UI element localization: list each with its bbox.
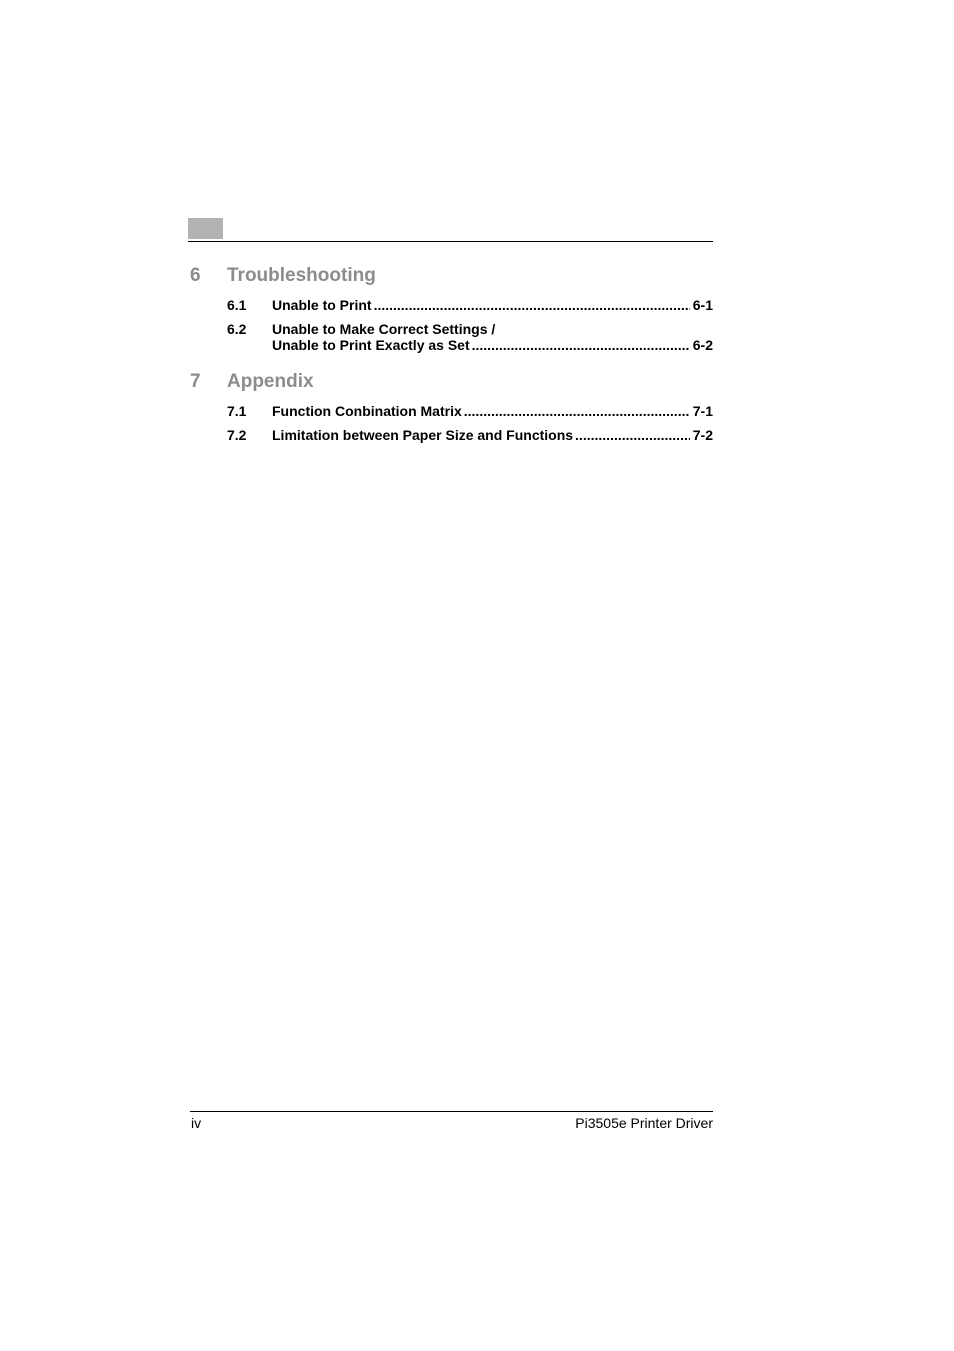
entry-number: 6.2 bbox=[227, 321, 247, 337]
entry-title: Unable to Print Exactly as Set bbox=[272, 337, 470, 353]
entry-title-line1: Unable to Make Correct Settings / bbox=[272, 321, 496, 337]
entry-page: 6-1 bbox=[692, 297, 713, 313]
toc-entry-7-1[interactable] bbox=[227, 403, 713, 420]
header-divider bbox=[188, 241, 713, 242]
entry-title: Unable to Print bbox=[272, 297, 372, 313]
toc-chapter-6[interactable] bbox=[190, 265, 713, 289]
toc-entry-6-1[interactable] bbox=[227, 297, 713, 314]
dot-leader bbox=[575, 427, 690, 444]
entry-title: Function Conbination Matrix bbox=[272, 403, 462, 419]
entry-page: 7-2 bbox=[692, 427, 713, 443]
chapter-title: Appendix bbox=[227, 371, 314, 392]
dot-leader bbox=[472, 337, 690, 354]
entry-number: 7.2 bbox=[227, 427, 247, 443]
entry-number: 7.1 bbox=[227, 403, 247, 419]
chapter-tab-marker bbox=[188, 218, 223, 239]
entry-number: 6.1 bbox=[227, 297, 247, 313]
dot-leader bbox=[374, 297, 690, 314]
entry-title: Limitation between Paper Size and Functions bbox=[272, 427, 574, 443]
dot-leader bbox=[464, 403, 690, 420]
footer-document-title: Pi3505e Printer Driver bbox=[575, 1115, 713, 1131]
chapter-number: 7 bbox=[190, 371, 201, 392]
chapter-number: 6 bbox=[190, 265, 201, 286]
toc-entry-6-2[interactable] bbox=[227, 321, 713, 355]
footer-divider bbox=[190, 1111, 713, 1112]
entry-page: 7-1 bbox=[692, 403, 713, 419]
toc-chapter-7[interactable] bbox=[190, 371, 713, 395]
entry-page: 6-2 bbox=[692, 337, 713, 353]
footer-page-number: iv bbox=[191, 1115, 202, 1131]
toc-entry-7-2[interactable] bbox=[227, 427, 713, 444]
chapter-title: Troubleshooting bbox=[227, 265, 376, 286]
